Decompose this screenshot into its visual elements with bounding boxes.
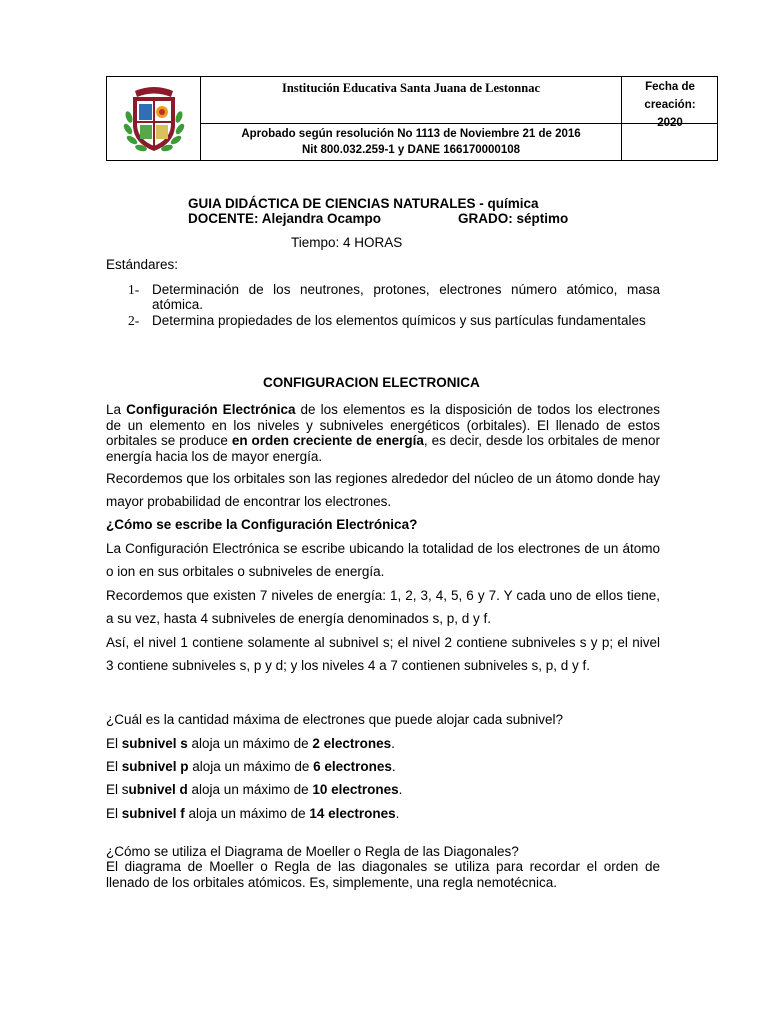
subnivel-end: . <box>395 806 400 821</box>
subnivel-end: . <box>391 736 395 751</box>
section-title: CONFIGURACION ELECTRONICA <box>263 375 480 390</box>
approval-resolution: Aprobado según resolución No 1113 de Noviembre 21 de 2016 <box>241 128 581 140</box>
date-label-line2: creación: <box>644 99 696 111</box>
standard-number: 1- <box>128 282 140 297</box>
subnivel-pre: El <box>106 736 122 751</box>
subnivel-mid: aloja un máximo de <box>187 736 313 751</box>
school-crest-logo <box>107 77 201 160</box>
subnivel-count: 6 electrones <box>313 759 392 774</box>
empty-cell <box>622 124 718 160</box>
intro-text-1: La <box>106 402 127 417</box>
orbitals-note: Recordemos que los orbitales son las regiones alrededor del núcleo de un átomo donde hay mayor probabilidad de encontrar los electrones. <box>106 471 660 509</box>
standards-heading: Estándares: <box>106 257 179 272</box>
creation-date <box>622 77 718 129</box>
moeller-question: ¿Cómo se utiliza el Diagrama de Moeller o Regla de las Diagonales? <box>106 844 519 859</box>
subnivel-pre: El <box>106 759 122 774</box>
subnivel-name: subnivel s <box>121 736 188 751</box>
header-table <box>106 76 718 161</box>
subnivel-end: . <box>398 782 403 797</box>
guide-title: GUIA DIDÁCTICA DE CIENCIAS NATURALES - química <box>188 196 539 211</box>
subnivel-mid: aloja un máximo de <box>187 782 313 797</box>
subnivel-end: . <box>391 759 396 774</box>
institution-name: Institución Educativa Santa Juana de Lestonnac <box>201 77 622 124</box>
standard-item <box>128 313 660 328</box>
standard-text: Determinación de los neutrones, protones, electrones número atómico, masa atómica. <box>152 282 660 312</box>
moeller-answer: El diagrama de Moeller o Regla de las diagonales se utiliza para recordar el orden de llenado de los orbitales atómicos. Es, simplemente, una regla nemotécnica. <box>106 859 660 890</box>
intro-bold-1: Configuración Electrónica <box>126 402 296 417</box>
subnivel-mid: aloja un máximo de <box>188 759 314 774</box>
grade-label: GRADO: séptimo <box>458 211 569 226</box>
max-question: ¿Cuál es la cantidad máxima de electrones que puede alojar cada subnivel? <box>106 712 564 727</box>
time-label: Tiempo: 4 HORAS <box>291 235 403 250</box>
subnivel-count: 2 electrones <box>312 736 392 751</box>
subnivel-mid: aloja un máximo de <box>184 806 310 821</box>
subnivel-name: subnivel p <box>121 759 189 774</box>
date-value: 2020 <box>657 117 683 129</box>
standard-item <box>128 282 660 312</box>
levels-detail: Así, el nivel 1 contiene solamente al subnivel s; el nivel 2 contiene subniveles s y p; el nivel 3 contiene subniveles s, p y d; y los niveles 4 a 7 contienen subniveles s, p, d y f. <box>106 635 660 673</box>
subnivel-line <box>106 806 660 821</box>
energy-levels: Recordemos que existen 7 niveles de energía: 1, 2, 3, 4, 5, 6 y 7. Y cada uno de ellos tiene, a su vez, hasta 4 subniveles de energía denominados s, p, d y f. <box>106 588 660 626</box>
date-label-line1: Fecha de <box>645 81 695 93</box>
how-answer: La Configuración Electrónica se escribe ubicando la totalidad de los electrones de un átomo o ion en sus orbitales o subniveles de energía. <box>106 541 660 579</box>
subnivel-count: 10 electrones <box>312 782 399 797</box>
subnivel-name: ubnivel d <box>128 782 188 797</box>
intro-text-2: de los elementos es la disposición de todos los electrones de un elemento en los niveles y subniveles energéticos (orbitales). El llenado de estos orbitales se produce <box>106 402 660 448</box>
subnivel-line <box>106 759 660 774</box>
standard-number: 2- <box>128 313 140 328</box>
subnivel-count: 14 electrones <box>309 806 396 821</box>
subnivel-name: subnivel f <box>121 806 185 821</box>
intro-paragraph <box>106 402 660 464</box>
subnivel-line <box>106 782 660 797</box>
subnivel-pre: El s <box>106 782 129 797</box>
standard-text: Determina propiedades de los elementos químicos y sus partículas fundamentales <box>152 313 646 328</box>
intro-text-3: , es decir, desde los orbitales de menor energía hacia los de mayor energía. <box>106 433 660 464</box>
approval-nit: Nit 800.032.259-1 y DANE 166170000108 <box>301 144 521 156</box>
school-logo-cell <box>107 77 201 160</box>
intro-bold-2: en orden creciente de energía <box>231 433 424 448</box>
approval-info <box>201 124 622 160</box>
how-question: ¿Cómo se escribe la Configuración Electrónica? <box>106 517 418 532</box>
subnivel-pre: El <box>106 806 122 821</box>
subnivel-line <box>106 736 660 751</box>
teacher-name: DOCENTE: Alejandra Ocampo <box>188 211 382 226</box>
